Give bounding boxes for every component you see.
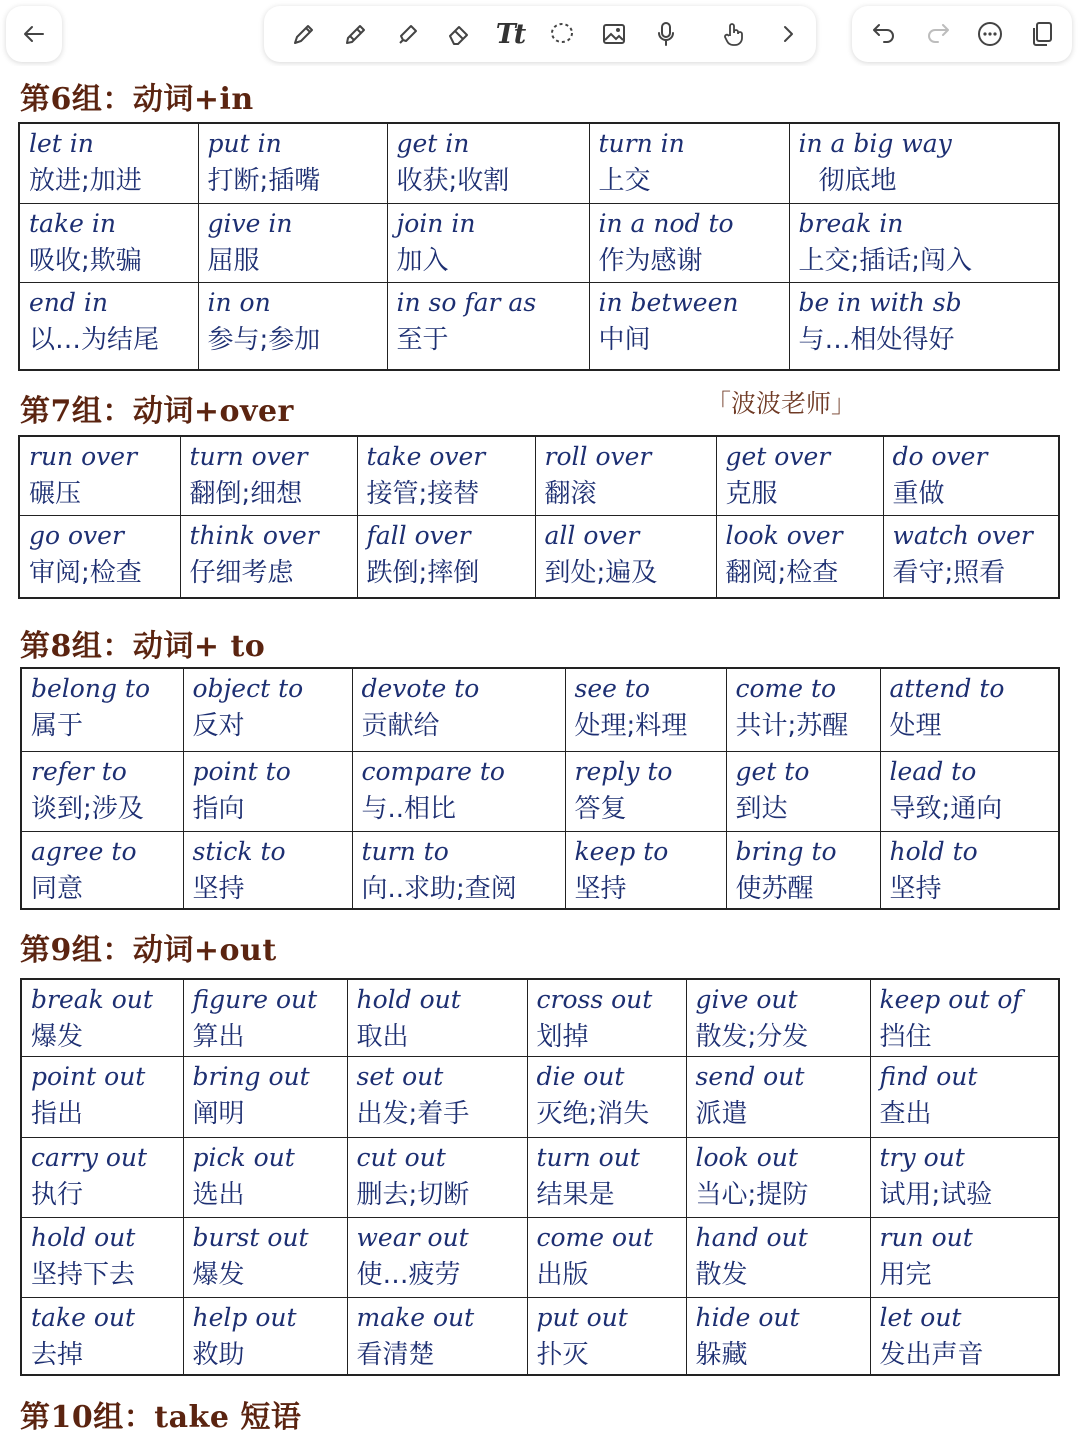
phrase-cell — [870, 1298, 1059, 1376]
phrase-cell — [21, 979, 183, 1057]
phrase-cell — [357, 515, 535, 598]
phrase-en: end in — [29, 287, 108, 317]
table-row — [21, 979, 1059, 1057]
phrase-cell — [357, 436, 535, 515]
phrase-cell — [726, 831, 880, 909]
phrase-en: let in — [29, 129, 94, 158]
table-row — [21, 751, 1059, 831]
phrase-cell — [387, 203, 589, 282]
phrase-cell — [352, 751, 565, 831]
phrase-en: hand out — [695, 1223, 808, 1252]
phrase-cell — [686, 979, 870, 1057]
phrase-cell — [347, 1298, 527, 1376]
microphone-icon — [651, 19, 681, 49]
phrase-zh: 躲藏 — [695, 1340, 748, 1370]
phrase-en: reply to — [574, 756, 673, 786]
phrase-cell — [565, 751, 726, 831]
phrase-zh: 向..求助;查阅 — [361, 873, 517, 904]
phrase-cell — [352, 668, 565, 751]
phrase-zh: 出版 — [536, 1260, 589, 1290]
phrase-zh: 坚持 — [574, 873, 627, 904]
drawing-tools — [264, 6, 816, 62]
phrase-zh: 出发;着手 — [356, 1099, 470, 1129]
phrase-zh: 坚持 — [889, 873, 942, 904]
phrase-en: give out — [695, 985, 798, 1014]
phrase-table — [20, 978, 1060, 1376]
phrase-zh: 爆发 — [31, 1022, 84, 1052]
phrase-en: look over — [725, 520, 843, 550]
phrase-cell — [716, 436, 883, 515]
phrase-en: point out — [31, 1062, 146, 1091]
phrase-en: run out — [879, 1223, 973, 1252]
more-icon — [975, 19, 1005, 49]
phrase-cell — [19, 203, 198, 282]
phrase-zh: 谈到;涉及 — [31, 793, 144, 824]
table-row — [21, 831, 1059, 909]
phrase-cell — [716, 515, 883, 598]
phrase-en: be in with sb — [798, 287, 962, 317]
image-icon — [599, 19, 629, 49]
phrase-en: turn to — [361, 836, 449, 866]
redo-button[interactable] — [918, 14, 958, 54]
phrase-en: bring out — [192, 1062, 310, 1091]
phrase-cell — [21, 1057, 183, 1138]
phrase-cell — [527, 1218, 686, 1298]
phrase-zh: 仔细考虑 — [189, 557, 294, 588]
phrase-zh: 使…疲劳 — [356, 1260, 461, 1290]
phrase-en: put out — [536, 1303, 628, 1332]
phrase-en: keep to — [574, 836, 669, 866]
phrase-cell — [387, 282, 589, 370]
eraser-icon — [445, 19, 475, 49]
phrase-zh: 选出 — [192, 1180, 245, 1210]
more-tools-button[interactable] — [768, 14, 808, 54]
phrase-zh: 看清楚 — [356, 1340, 435, 1370]
phrase-zh: 属于 — [31, 711, 84, 741]
phrase-zh: 挡住 — [879, 1022, 932, 1052]
phrase-en: turn over — [189, 442, 308, 471]
phrase-en: devote to — [361, 674, 480, 703]
table-row — [21, 1218, 1059, 1298]
pages-icon — [1027, 19, 1057, 49]
phrase-cell — [870, 1218, 1059, 1298]
phrase-zh: 用完 — [879, 1260, 932, 1290]
phrase-cell — [198, 282, 387, 370]
phrase-zh: 划掉 — [536, 1022, 589, 1052]
phrase-cell — [19, 436, 180, 515]
phrase-cell — [387, 123, 589, 203]
phrase-zh: 取出 — [356, 1022, 409, 1052]
phrase-en: set out — [356, 1062, 444, 1091]
phrase-cell — [726, 751, 880, 831]
phrase-zh: 翻滚 — [544, 479, 597, 509]
phrase-cell — [870, 979, 1059, 1057]
table-row — [21, 1138, 1059, 1218]
author-note: 「波波老师」 — [706, 389, 857, 418]
phrase-en: try out — [879, 1143, 965, 1172]
phrase-zh: 重做 — [892, 479, 945, 509]
phrase-cell — [589, 123, 789, 203]
phrase-cell — [686, 1057, 870, 1138]
phrase-cell — [527, 1138, 686, 1218]
table-row — [21, 1057, 1059, 1138]
phrase-en: help out — [192, 1303, 297, 1332]
phrase-zh: 结果是 — [536, 1180, 615, 1210]
phrase-en: see to — [574, 674, 650, 703]
phrase-en: get to — [735, 756, 810, 786]
phrase-cell — [19, 282, 198, 370]
phrase-cell — [589, 282, 789, 370]
back-button-container — [6, 6, 62, 62]
phrase-zh: 爆发 — [192, 1260, 245, 1290]
phrase-zh: 指向 — [192, 793, 245, 824]
phrase-table — [18, 435, 1060, 599]
text-tool-icon: Tt — [495, 18, 525, 50]
phrase-en: look out — [695, 1143, 798, 1172]
phrase-en: break in — [798, 208, 904, 238]
phrase-cell — [565, 831, 726, 909]
phrase-zh: 翻倒;细想 — [189, 479, 303, 509]
redo-icon — [923, 19, 953, 49]
phrase-zh: 打断;插嘴 — [207, 166, 321, 196]
phrase-cell — [21, 668, 183, 751]
phrase-zh: 中间 — [598, 324, 651, 355]
phrase-cell — [19, 515, 180, 598]
phrase-zh: 作为感谢 — [598, 245, 703, 276]
phrase-en: come to — [735, 674, 837, 703]
phrase-zh: 加入 — [396, 245, 449, 276]
table-row — [19, 515, 1059, 598]
phrase-cell — [870, 1138, 1059, 1218]
phrase-zh: 跌倒;摔倒 — [366, 557, 480, 588]
phrase-zh: 上交;插话;闯入 — [798, 245, 973, 276]
phrase-cell — [535, 515, 716, 598]
phrase-zh: 收获;收割 — [396, 166, 510, 196]
hand-tool-button[interactable] — [714, 14, 754, 54]
phrase-zh: 答复 — [574, 793, 627, 824]
back-button[interactable] — [14, 14, 54, 54]
phrase-en: let out — [879, 1303, 962, 1332]
phrase-zh: 审阅;检查 — [29, 557, 142, 588]
phrase-zh: 共计;苏醒 — [735, 711, 849, 741]
phrase-en: break out — [31, 985, 153, 1014]
phrase-cell — [21, 1298, 183, 1376]
phrase-zh: 算出 — [192, 1022, 245, 1052]
phrase-cell — [21, 1138, 183, 1218]
phrase-zh: 贡献给 — [361, 711, 440, 741]
table-row — [19, 436, 1059, 515]
undo-button[interactable] — [864, 14, 904, 54]
phrase-en: think over — [189, 520, 319, 550]
phrase-en: in on — [207, 287, 271, 317]
phrase-zh: 反对 — [192, 711, 245, 741]
phrase-en: make out — [356, 1303, 475, 1332]
phrase-cell — [347, 1218, 527, 1298]
phrase-zh: 吸收;欺骗 — [29, 245, 142, 276]
phrase-zh: 克服 — [725, 479, 778, 509]
phrase-en: come out — [536, 1223, 654, 1252]
phrase-en: take out — [31, 1303, 136, 1332]
phrase-en: attend to — [889, 674, 1005, 703]
phrase-zh: 试用;试验 — [879, 1180, 993, 1210]
phrase-en: join in — [396, 208, 476, 238]
eraser-tool-button[interactable] — [440, 14, 480, 54]
phrase-zh: 删去;切断 — [356, 1180, 470, 1210]
phrase-en: take over — [366, 442, 486, 471]
lasso-icon — [547, 19, 577, 49]
more-options-button[interactable] — [970, 14, 1010, 54]
phrase-cell — [21, 831, 183, 909]
phrase-cell — [347, 1057, 527, 1138]
phrase-en: turn in — [598, 129, 685, 158]
phrase-en: lead to — [889, 756, 977, 786]
phrase-cell — [565, 668, 726, 751]
phrase-cell — [686, 1138, 870, 1218]
group-title: 第6组：动词+in — [20, 82, 254, 117]
phrase-en: in between — [598, 287, 739, 317]
phrase-en: die out — [536, 1062, 625, 1091]
phrase-cell — [527, 979, 686, 1057]
phrase-en: burst out — [192, 1223, 309, 1252]
phrase-zh: 使苏醒 — [735, 873, 814, 904]
phrase-en: get over — [725, 442, 831, 471]
table-row — [21, 668, 1059, 751]
phrase-cell — [883, 515, 1059, 598]
phrase-en: do over — [892, 442, 988, 471]
phrase-zh: 放进;加进 — [29, 166, 142, 196]
group-title: 第10组：take 短语 — [20, 1400, 302, 1435]
phrase-en: compare to — [361, 756, 505, 786]
phrase-cell — [352, 831, 565, 909]
phrase-en: agree to — [31, 836, 137, 866]
phrase-zh: 散发 — [695, 1260, 748, 1290]
phrase-zh: 发出声音 — [879, 1340, 984, 1370]
table-row — [19, 123, 1059, 203]
table-row — [21, 1298, 1059, 1376]
phrase-zh: 阐明 — [192, 1099, 245, 1129]
phrase-en: in a big way — [798, 129, 952, 158]
phrase-en: get in — [396, 129, 470, 158]
lasso-tool-button[interactable] — [542, 14, 582, 54]
phrase-zh: 坚持下去 — [31, 1260, 136, 1290]
phrase-zh: 处理;料理 — [574, 711, 688, 741]
phrase-en: refer to — [31, 756, 127, 786]
phrase-en: put in — [207, 129, 282, 158]
phrase-cell — [183, 1218, 347, 1298]
phrase-table — [20, 667, 1060, 910]
phrase-en: fall over — [366, 520, 471, 550]
phrase-en: watch over — [892, 520, 1033, 550]
pencil-icon — [341, 19, 371, 49]
note-toolbar — [0, 0, 1080, 67]
hand-pointer-icon — [719, 19, 749, 49]
phrase-zh: 至于 — [396, 324, 449, 355]
phrase-cell — [183, 1057, 347, 1138]
phrase-zh: 翻阅;检查 — [725, 557, 839, 588]
phrase-cell — [535, 436, 716, 515]
phrase-cell — [198, 123, 387, 203]
phrase-en: in a nod to — [598, 208, 734, 238]
phrase-en: belong to — [31, 674, 150, 703]
phrase-en: hold out — [31, 1223, 136, 1252]
table-row — [19, 203, 1059, 282]
phrase-zh: 灭绝;消失 — [536, 1099, 650, 1129]
table-row — [19, 282, 1059, 370]
phrase-cell — [183, 831, 352, 909]
phrase-cell — [180, 436, 357, 515]
group-title: 第9组：动词+out — [20, 933, 277, 968]
phrase-zh: 扑灭 — [536, 1340, 589, 1370]
phrase-en: cut out — [356, 1143, 446, 1172]
phrase-cell — [686, 1218, 870, 1298]
phrase-zh: 与..相比 — [361, 793, 457, 824]
phrase-en: roll over — [544, 442, 652, 471]
phrase-cell — [183, 1138, 347, 1218]
phrase-en: hold to — [889, 836, 978, 866]
phrase-cell — [527, 1298, 686, 1376]
note-page — [0, 66, 1080, 1440]
phrase-en: figure out — [192, 985, 318, 1014]
phrase-cell — [183, 751, 352, 831]
phrase-en: object to — [192, 674, 304, 703]
right-actions — [852, 6, 1072, 62]
phrase-zh: 执行 — [31, 1180, 84, 1210]
group-title: 第8组：动词+ to — [20, 629, 266, 664]
phrase-table — [18, 122, 1060, 371]
phrase-zh: 同意 — [31, 873, 84, 904]
phrase-en: turn out — [536, 1143, 640, 1172]
phrase-en: give in — [207, 208, 293, 238]
group-title: 第7组：动词+over — [20, 394, 294, 429]
phrase-zh: 参与;参加 — [207, 324, 321, 355]
phrase-en: wear out — [356, 1223, 469, 1252]
phrase-cell — [883, 436, 1059, 515]
pen-tool-button[interactable] — [284, 14, 324, 54]
phrase-zh: 到处;遍及 — [544, 557, 658, 588]
phrase-en: find out — [879, 1062, 978, 1091]
phrase-en: keep out of — [879, 985, 1022, 1014]
phrase-en: hide out — [695, 1303, 800, 1332]
phrase-zh: 散发;分发 — [695, 1022, 809, 1052]
phrase-en: all over — [544, 520, 640, 550]
phrase-cell — [180, 515, 357, 598]
undo-icon — [869, 19, 899, 49]
phrase-cell — [19, 123, 198, 203]
phrase-zh: 指出 — [31, 1099, 84, 1129]
audio-record-button[interactable] — [646, 14, 686, 54]
phrase-en: carry out — [31, 1143, 148, 1172]
pen-icon — [289, 19, 319, 49]
phrase-cell — [870, 1057, 1059, 1138]
phrase-cell — [183, 979, 347, 1057]
phrase-en: in so far as — [396, 287, 537, 317]
pencil-tool-button[interactable] — [336, 14, 376, 54]
phrase-zh: 上交 — [598, 166, 651, 196]
phrase-zh: 查出 — [879, 1099, 932, 1129]
image-tool-button[interactable] — [594, 14, 634, 54]
phrase-cell — [21, 1218, 183, 1298]
phrase-zh: 处理 — [889, 711, 942, 741]
phrase-zh: 接管;接替 — [366, 479, 480, 509]
phrase-en: point to — [192, 756, 291, 786]
phrase-en: stick to — [192, 836, 286, 866]
phrase-cell — [527, 1057, 686, 1138]
phrase-en: pick out — [192, 1143, 295, 1172]
phrase-en: go over — [29, 520, 124, 550]
phrase-cell — [789, 123, 1059, 203]
phrase-en: send out — [695, 1062, 805, 1091]
phrase-cell — [880, 668, 1059, 751]
phrase-cell — [880, 751, 1059, 831]
phrase-en: hold out — [356, 985, 461, 1014]
text-tool-button[interactable] — [490, 14, 530, 54]
phrase-zh: 屈服 — [207, 245, 260, 276]
phrase-cell — [183, 668, 352, 751]
phrase-zh: 坚持 — [192, 873, 245, 904]
phrase-en: bring to — [735, 836, 837, 866]
pages-button[interactable] — [1022, 14, 1062, 54]
phrase-zh: 与…相处得好 — [798, 324, 955, 355]
phrase-cell — [198, 203, 387, 282]
phrase-en: run over — [29, 442, 138, 471]
phrase-cell — [880, 831, 1059, 909]
phrase-en: take in — [29, 208, 116, 238]
phrase-cell — [183, 1298, 347, 1376]
phrase-zh: 救助 — [192, 1340, 245, 1370]
phrase-cell — [726, 668, 880, 751]
phrase-cell — [21, 751, 183, 831]
phrase-zh: 去掉 — [31, 1340, 84, 1370]
phrase-zh: 碾压 — [29, 479, 82, 509]
highlighter-icon — [393, 19, 423, 49]
phrase-cell — [686, 1298, 870, 1376]
phrase-zh: 看守;照看 — [892, 557, 1006, 588]
phrase-zh: 到达 — [735, 793, 788, 824]
phrase-cell — [347, 1138, 527, 1218]
phrase-cell — [347, 979, 527, 1057]
highlighter-tool-button[interactable] — [388, 14, 428, 54]
phrase-cell — [789, 203, 1059, 282]
phrase-zh: 以…为结尾 — [29, 324, 160, 355]
phrase-zh: 派遣 — [695, 1099, 748, 1129]
arrow-left-icon — [19, 19, 49, 49]
phrase-cell — [589, 203, 789, 282]
chevron-right-icon — [773, 19, 803, 49]
phrase-en: cross out — [536, 985, 653, 1014]
phrase-zh: 彻底地 — [818, 166, 897, 196]
phrase-zh: 当心;提防 — [695, 1180, 809, 1210]
phrase-zh: 导致;通向 — [889, 793, 1003, 824]
phrase-cell — [789, 282, 1059, 370]
